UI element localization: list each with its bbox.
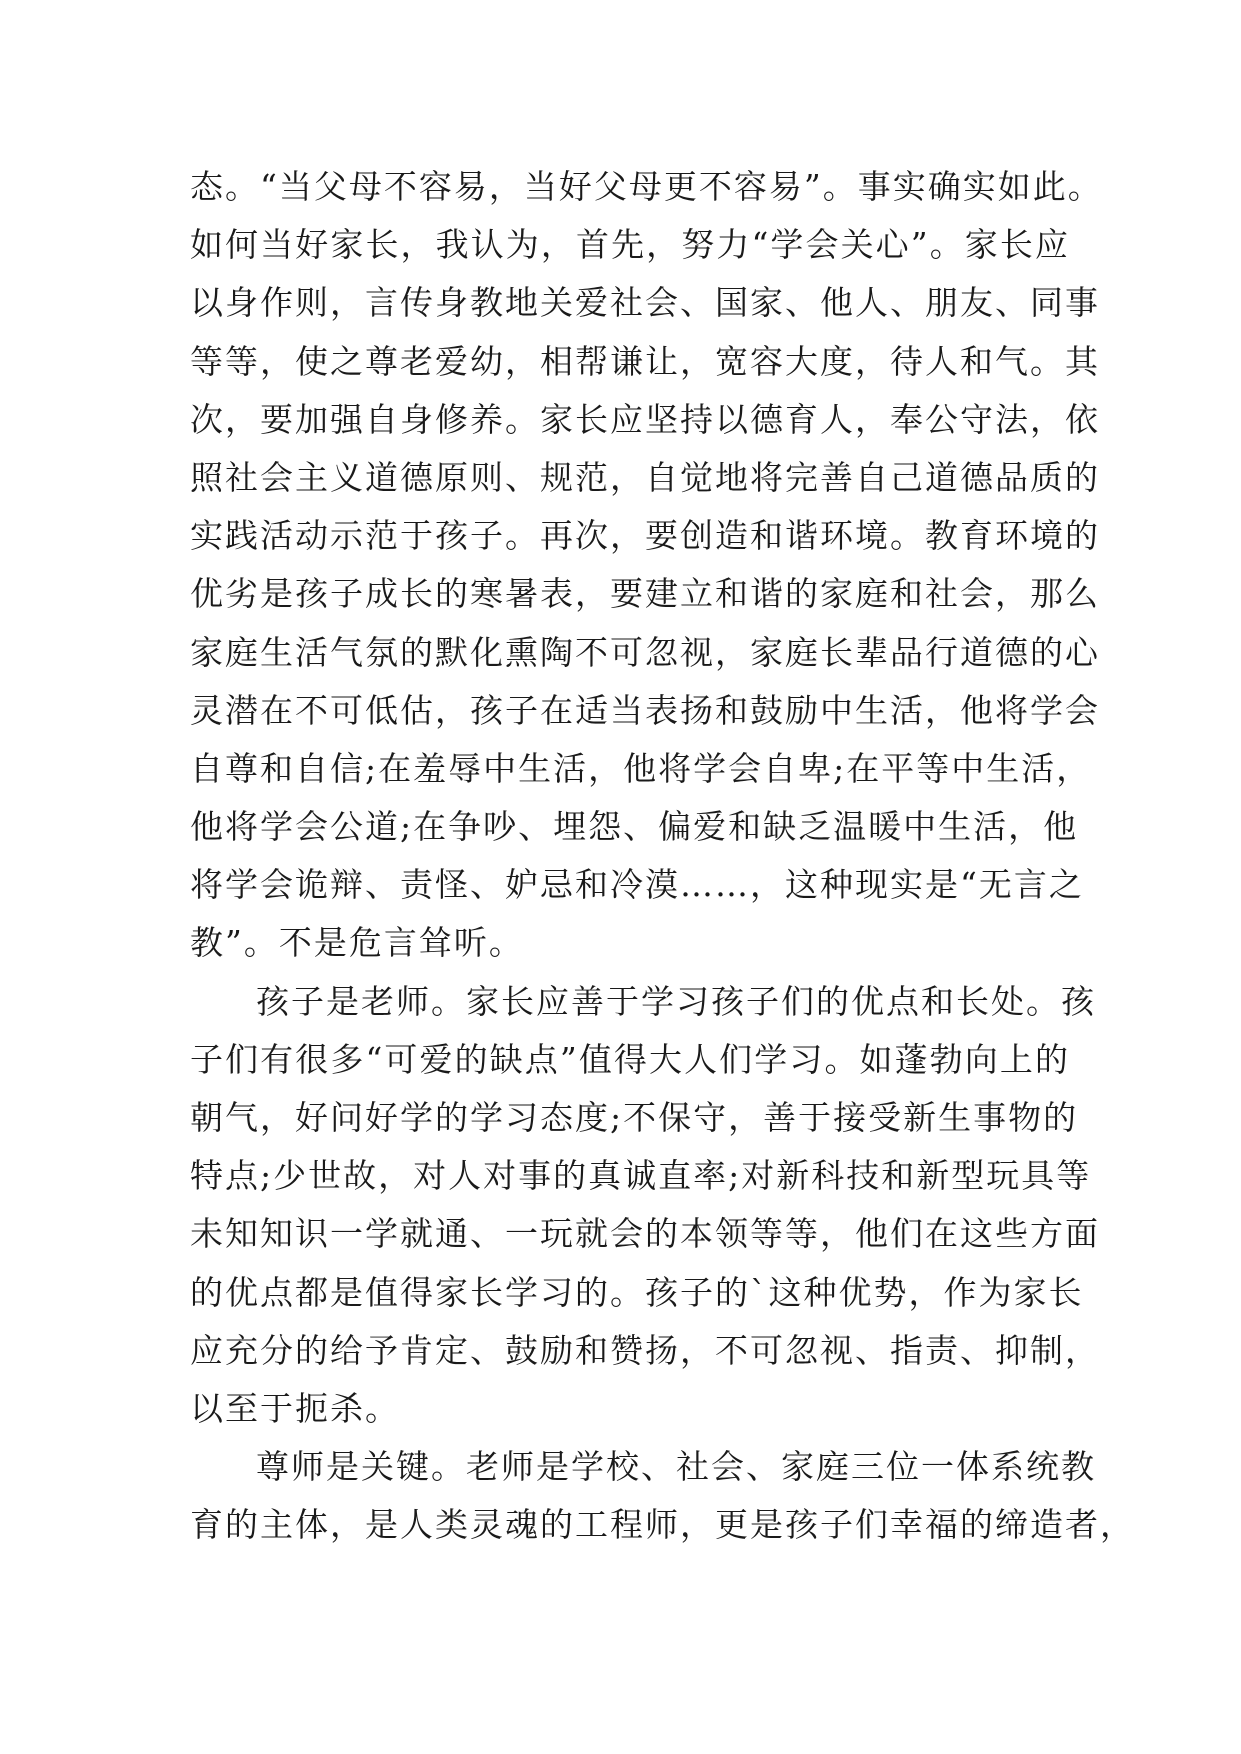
text-line: 照社会主义道德原则、规范，自觉地将完善自己道德品质的 — [190, 457, 1100, 497]
text-line: 如何当好家长，我认为，首先，努力“学会关心”。家长应 — [190, 225, 1070, 265]
text-line: 特点;少世故，对人对事的真诚直率;对新科技和新型玩具等 — [190, 1156, 1092, 1196]
text-line: 子们有很多“可爱的缺点”值得大人们学习。如蓬勃向上的 — [190, 1039, 1070, 1079]
text-line: 将学会诡辩、责怪、妒忌和冷漠……，这种现实是“无言之 — [190, 865, 1084, 905]
text-line: 他将学会公道;在争吵、埋怨、偏爱和缺乏温暖中生活，他 — [190, 807, 1079, 847]
text-line: 实践活动示范于孩子。再次，要创造和谐环境。教育环境的 — [190, 516, 1100, 556]
text-line: 应充分的给予肯定、鼓励和赞扬，不可忽视、指责、抑制， — [190, 1330, 1100, 1370]
text-line: 尊师是关键。老师是学校、社会、家庭三位一体系统教 — [256, 1447, 1096, 1487]
text-line: 家庭生活气氛的默化熏陶不可忽视，家庭长辈品行道德的心 — [190, 632, 1100, 672]
text-line: 孩子是老师。家长应善于学习孩子们的优点和长处。孩 — [256, 981, 1096, 1021]
text-line: 朝气，好问好学的学习态度;不保守，善于接受新生事物的 — [190, 1098, 1079, 1137]
text-line: 以至于扼杀。 — [190, 1388, 400, 1428]
text-line: 等等，使之尊老爱幼，相帮谦让，宽容大度，待人和气。其 — [190, 341, 1100, 381]
text-line: 教”。不是危言耸听。 — [190, 923, 524, 963]
text-line: 优劣是孩子成长的寒暑表，要建立和谐的家庭和社会，那么 — [190, 574, 1100, 614]
body-text — [190, 158, 1135, 1555]
text-line: 态。“当父母不容易，当好父母更不容易”。事实确实如此。 — [190, 167, 1103, 206]
text-line: 灵潜在不可低估，孩子在适当表扬和鼓励中生活，他将学会 — [190, 690, 1100, 730]
text-line: 自尊和自信;在羞辱中生活，他将学会自卑;在平等中生活， — [190, 748, 1092, 788]
text-line: 次，要加强自身修养。家长应坚持以德育人，奉公守法，依 — [190, 399, 1100, 439]
text-line: 育的主体，是人类灵魂的工程师，更是孩子们幸福的缔造者， — [190, 1505, 1135, 1545]
text-line: 以身作则，言传身教地关爱社会、国家、他人、朋友、同事 — [190, 283, 1100, 323]
text-line: 的优点都是值得家长学习的。孩子的`这种优势，作为家长 — [190, 1272, 1084, 1312]
text-line: 未知知识一学就通、一玩就会的本领等等，他们在这些方面 — [190, 1214, 1100, 1254]
